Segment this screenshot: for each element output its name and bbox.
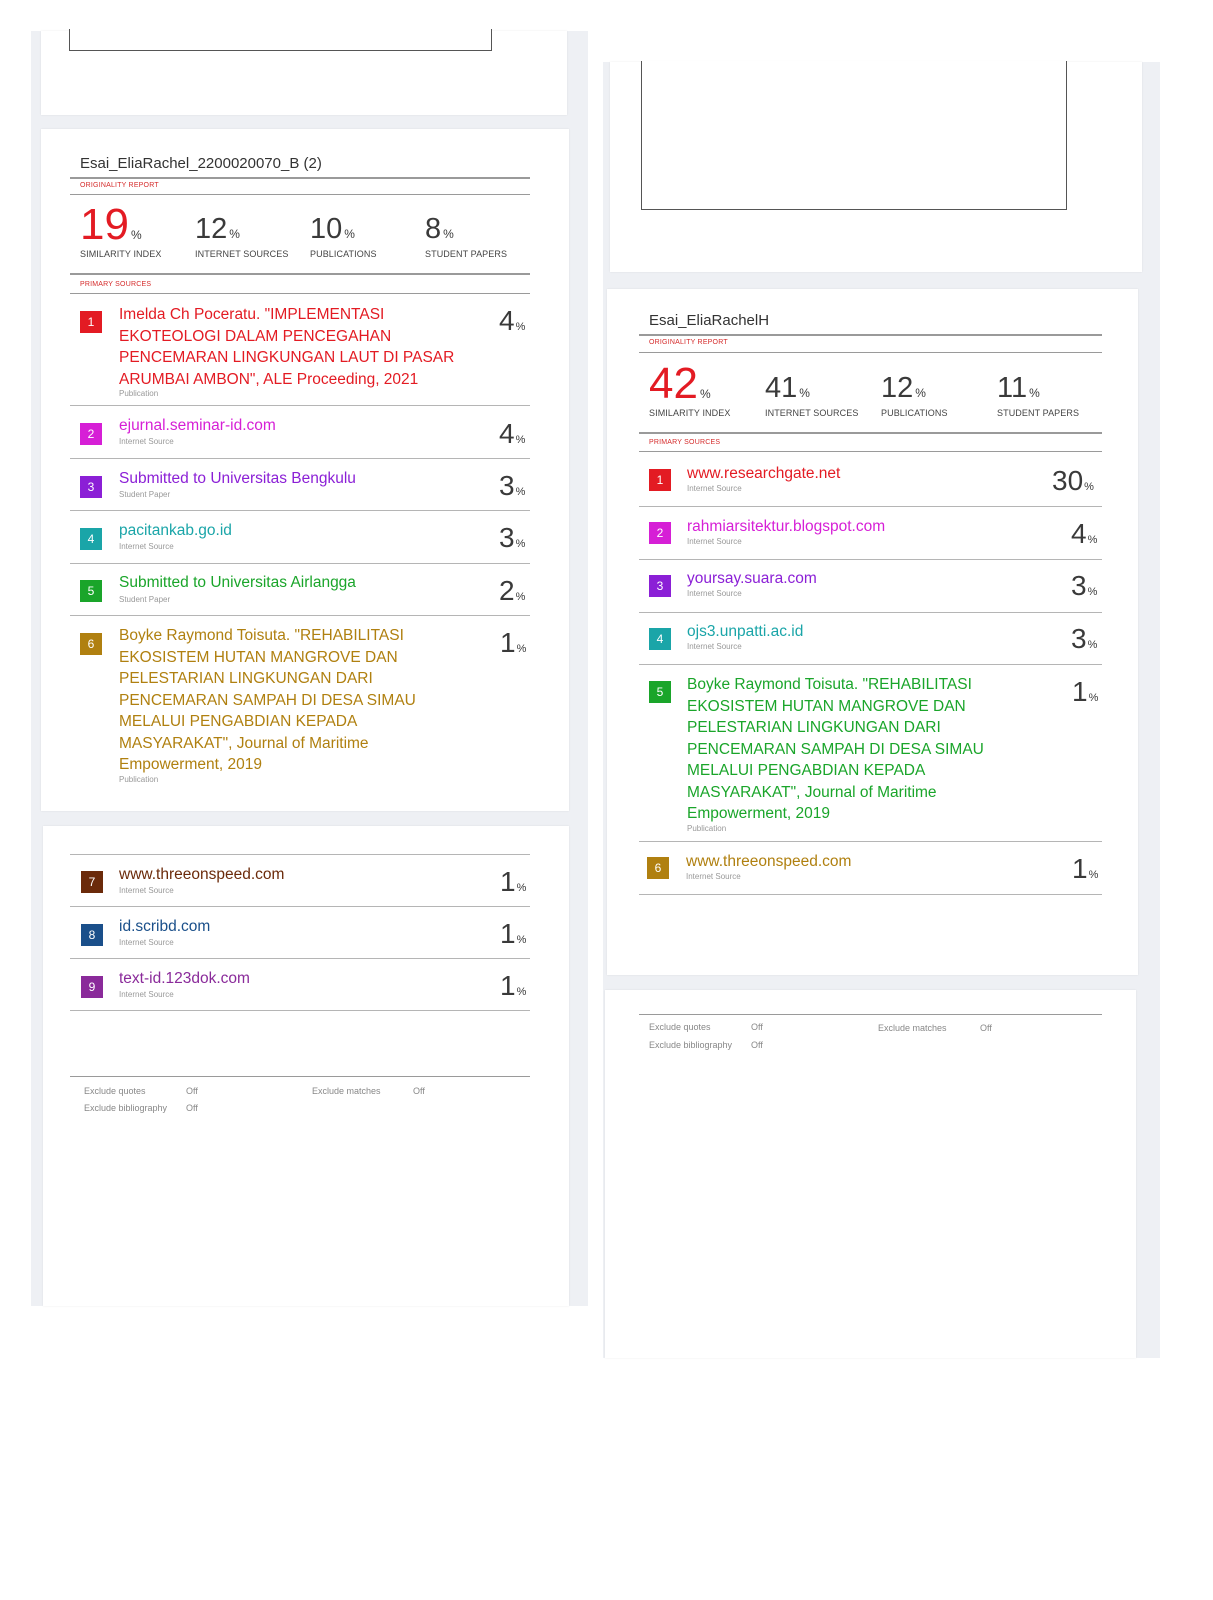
row-divider <box>70 854 530 855</box>
source-type: Internet Source <box>119 542 174 551</box>
source-type: Internet Source <box>687 484 742 493</box>
source-number-badge: 3 <box>649 575 671 597</box>
source-percent: 30% <box>1052 465 1094 496</box>
source-type: Internet Source <box>687 642 742 651</box>
source-type: Publication <box>119 775 159 784</box>
prev-page-box <box>69 29 492 51</box>
left-prev-page <box>41 31 567 115</box>
source-number-badge: 7 <box>81 871 103 893</box>
internet-sources-value: 12 % <box>195 213 240 245</box>
exclude-matches-value: Off <box>413 1086 425 1096</box>
row-divider <box>70 563 530 564</box>
source-percent: 1% <box>500 918 527 949</box>
exclude-matches-value: Off <box>980 1023 992 1033</box>
internet-sources-value: 41 % <box>765 372 810 404</box>
source-type: Internet Source <box>687 537 742 546</box>
title-rule <box>639 334 1102 336</box>
source-type: Internet Source <box>686 872 741 881</box>
publications-label: PUBLICATIONS <box>881 408 948 418</box>
primary-sources-label: PRIMARY SOURCES <box>649 439 721 446</box>
divider <box>70 194 530 195</box>
row-divider <box>70 615 530 616</box>
exclude-bibliography-value: Off <box>186 1103 198 1113</box>
source-number-badge: 1 <box>649 469 671 491</box>
exclude-bibliography-label: Exclude bibliography <box>84 1103 168 1113</box>
source-percent: 4% <box>499 418 526 449</box>
student-papers-label: STUDENT PAPERS <box>997 408 1080 418</box>
source-type: Internet Source <box>687 589 742 598</box>
exclude-quotes-label: Exclude quotes <box>84 1086 146 1096</box>
student-papers-label: STUDENT PAPERS <box>425 249 508 259</box>
source-link[interactable]: www.researchgate.net <box>687 465 841 482</box>
source-number-badge: 6 <box>647 857 669 879</box>
source-type: Internet Source <box>119 886 174 895</box>
primary-sources-label: PRIMARY SOURCES <box>80 281 152 288</box>
divider <box>639 451 1102 452</box>
row-divider <box>639 612 1102 613</box>
originality-label: ORIGINALITY REPORT <box>649 339 728 346</box>
source-number-badge: 5 <box>649 681 671 703</box>
originality-label: ORIGINALITY REPORT <box>80 182 159 189</box>
exclude-quotes-value: Off <box>186 1086 198 1096</box>
row-divider <box>639 664 1102 665</box>
divider <box>70 293 530 294</box>
source-type: Publication <box>119 389 159 398</box>
exclude-matches-label: Exclude matches <box>878 1023 947 1033</box>
similarity-index-value: 42 % <box>649 359 711 408</box>
footer-rule <box>70 1076 530 1077</box>
left-report-page-2 <box>43 826 569 1306</box>
source-percent: 1% <box>500 866 527 897</box>
stats-rule <box>70 273 530 275</box>
publications-value: 10 % <box>310 213 355 245</box>
source-link[interactable]: Boyke Raymond Toisuta. "REHABILITASI EKOSISTEM HUTAN MANGROVE DAN PELESTARIAN LINGKUNGAN DARI PENCEMARAN SAMPAH DI DESA SIMAU MELALUI PENGABDIAN KEPADA MASYARAKAT", Journal of Maritime Empowerment, 2019 <box>687 676 984 822</box>
source-link[interactable]: Imelda Ch Poceratu. "IMPLEMENTASI EKOTEOLOGI DALAM PENCEGAHAN PENCEMARAN LINGKUNGAN LAUT DI PASAR ARUMBAI AMBON", ALE Proceeding, 2021 <box>119 306 455 388</box>
row-divider <box>70 405 530 406</box>
row-divider <box>70 1010 530 1011</box>
exclude-bibliography-label: Exclude bibliography <box>649 1040 733 1050</box>
source-link[interactable]: Submitted to Universitas Airlangga <box>119 574 356 591</box>
source-link[interactable]: pacitankab.go.id <box>119 522 232 539</box>
source-number-badge: 2 <box>80 423 102 445</box>
source-percent: 1% <box>1072 853 1099 884</box>
divider <box>639 352 1102 353</box>
source-number-badge: 9 <box>81 976 103 998</box>
source-link[interactable]: www.threeonspeed.com <box>686 853 852 870</box>
source-percent: 3% <box>1071 623 1098 654</box>
source-percent: 4% <box>1071 518 1098 549</box>
similarity-index-value: 19 % <box>80 200 142 249</box>
row-divider <box>639 894 1102 895</box>
source-percent: 1% <box>500 970 527 1001</box>
row-divider <box>70 510 530 511</box>
report-title: Esai_EliaRachelH <box>649 312 770 329</box>
internet-sources-label: INTERNET SOURCES <box>765 408 859 418</box>
source-percent: 3% <box>499 470 526 501</box>
source-number-badge: 3 <box>80 476 102 498</box>
source-link[interactable]: Boyke Raymond Toisuta. "REHABILITASI EKOSISTEM HUTAN MANGROVE DAN PELESTARIAN LINGKUNGAN DARI PENCEMARAN SAMPAH DI DESA SIMAU MELALUI PENGABDIAN KEPADA MASYARAKAT", Journal of Maritime Empowerment, 2019 <box>119 627 416 773</box>
source-percent: 2% <box>499 575 526 606</box>
source-percent: 3% <box>1071 570 1098 601</box>
source-link[interactable]: id.scribd.com <box>119 918 211 935</box>
footer-rule <box>639 1014 1102 1015</box>
row-divider <box>639 841 1102 842</box>
source-link[interactable]: yoursay.suara.com <box>687 570 817 587</box>
source-percent: 4% <box>499 305 526 336</box>
row-divider <box>639 559 1102 560</box>
publications-value: 12 % <box>881 372 926 404</box>
source-number-badge: 2 <box>649 522 671 544</box>
source-type: Internet Source <box>119 437 174 446</box>
right-prev-page <box>610 62 1142 272</box>
student-papers-value: 8 % <box>425 213 454 245</box>
source-link[interactable]: ejurnal.seminar-id.com <box>119 417 276 434</box>
source-type: Publication <box>687 824 727 833</box>
source-link[interactable]: Submitted to Universitas Bengkulu <box>119 470 356 487</box>
exclude-matches-label: Exclude matches <box>312 1086 381 1096</box>
source-number-badge: 5 <box>80 580 102 602</box>
source-percent: 3% <box>499 522 526 553</box>
source-number-badge: 8 <box>81 924 103 946</box>
title-rule <box>70 177 530 179</box>
row-divider <box>70 458 530 459</box>
similarity-index-label: SIMILARITY INDEX <box>649 408 731 418</box>
source-number-badge: 6 <box>80 633 102 655</box>
source-link[interactable]: ojs3.unpatti.ac.id <box>687 623 804 640</box>
exclude-quotes-value: Off <box>751 1022 763 1032</box>
report-title: Esai_EliaRachel_2200020070_B (2) <box>80 155 322 172</box>
row-divider <box>70 958 530 959</box>
stats-rule <box>639 432 1102 434</box>
similarity-index-label: SIMILARITY INDEX <box>80 249 162 259</box>
exclude-bibliography-value: Off <box>751 1040 763 1050</box>
source-percent: 1% <box>1072 676 1099 707</box>
source-type: Internet Source <box>119 990 174 999</box>
source-link[interactable]: text-id.123dok.com <box>119 970 250 987</box>
source-type: Internet Source <box>119 938 174 947</box>
source-number-badge: 1 <box>80 311 102 333</box>
exclude-quotes-label: Exclude quotes <box>649 1022 711 1032</box>
internet-sources-label: INTERNET SOURCES <box>195 249 289 259</box>
source-number-badge: 4 <box>649 628 671 650</box>
row-divider <box>70 906 530 907</box>
source-type: Student Paper <box>119 490 171 499</box>
source-link[interactable]: rahmiarsitektur.blogspot.com <box>687 518 886 535</box>
source-number-badge: 4 <box>80 528 102 550</box>
source-percent: 1% <box>500 627 527 658</box>
source-link[interactable]: www.threeonspeed.com <box>119 866 285 883</box>
row-divider <box>639 506 1102 507</box>
publications-label: PUBLICATIONS <box>310 249 377 259</box>
source-type: Student Paper <box>119 595 171 604</box>
prev-page-box <box>641 61 1067 210</box>
student-papers-value: 11 % <box>997 372 1040 404</box>
